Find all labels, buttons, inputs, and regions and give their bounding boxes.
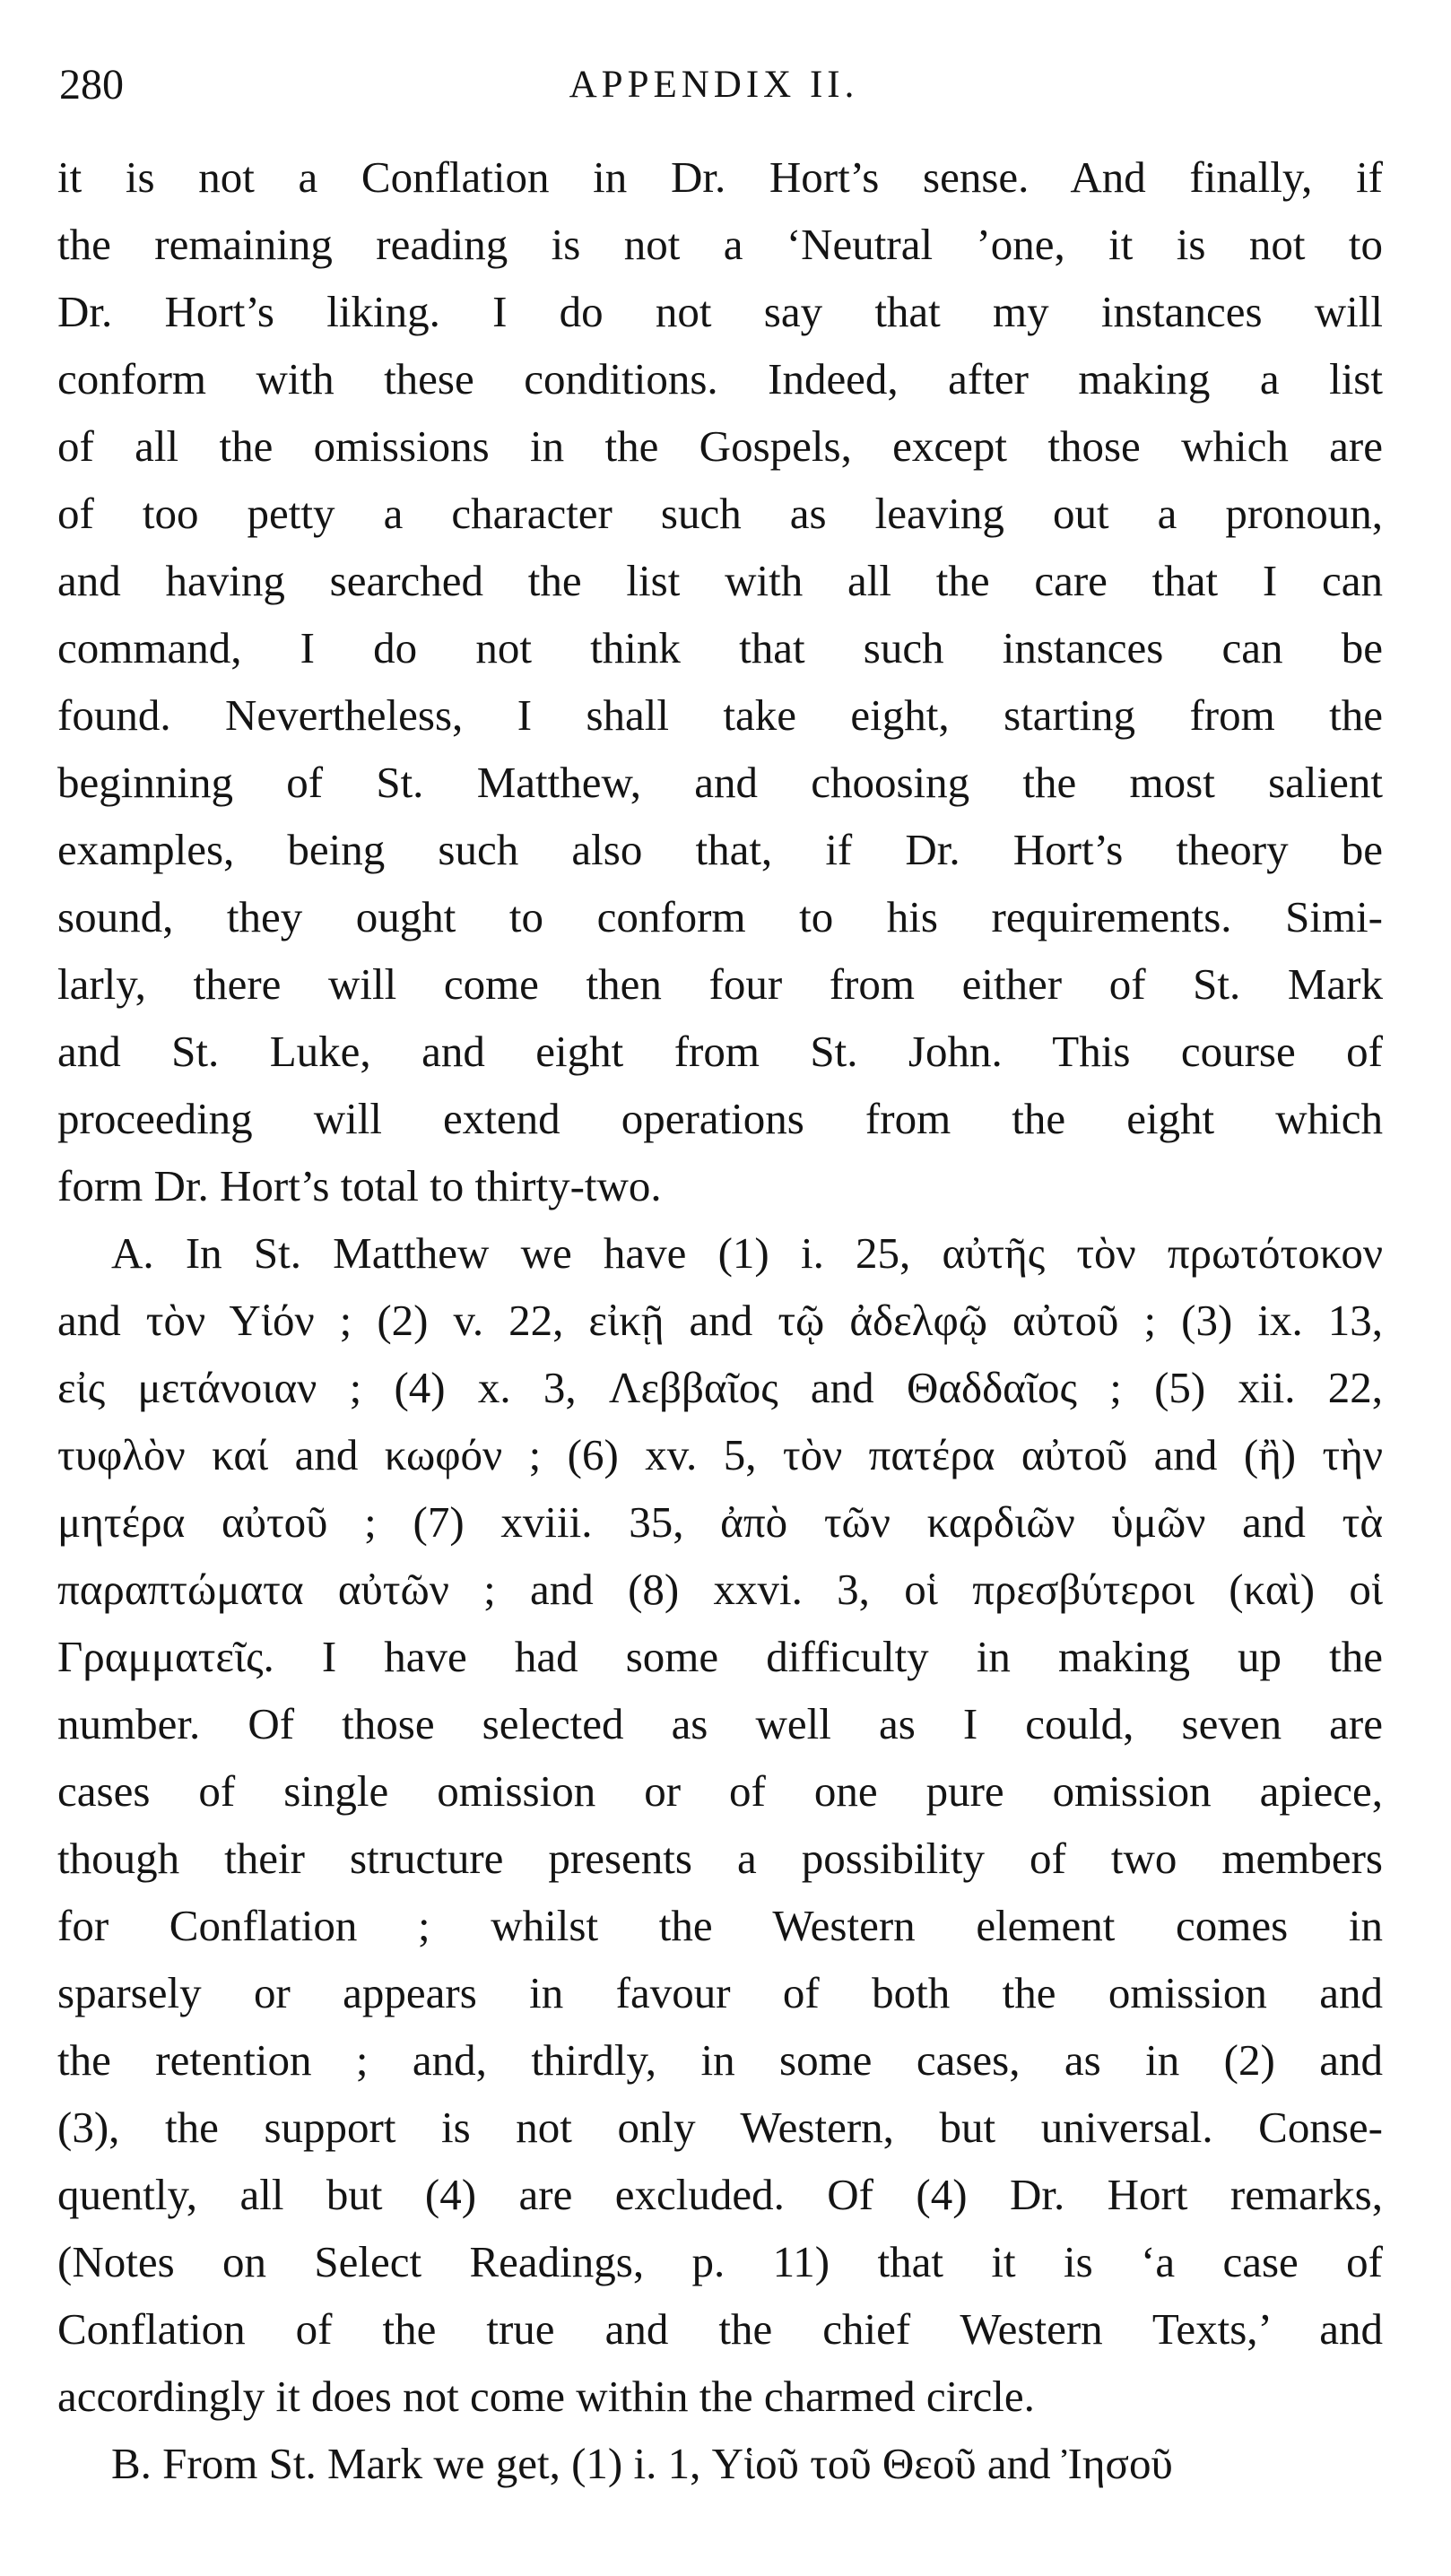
text-line: τυφλὸν καί and κωφόν ; (6) xv. 5, τὸν πατέρα αὐτοῦ and (ἢ) τὴν bbox=[57, 1430, 1383, 1479]
text-line: and having searched the list with all the care that I can bbox=[57, 556, 1383, 605]
text-line: (3), the support is not only Western, but universal. Conse- bbox=[57, 2103, 1383, 2152]
text-line: sparsely or appears in favour of both the omission and bbox=[57, 1968, 1383, 2017]
text-line: Conflation of the true and the chief Western Texts,’ and bbox=[57, 2304, 1383, 2354]
text-line: accordingly it does not come within the charmed circle. bbox=[57, 2372, 1035, 2421]
text-line: conform with these conditions. Indeed, after making a list bbox=[57, 354, 1383, 403]
text-line: for Conflation ; whilst the Western element comes in bbox=[57, 1901, 1383, 1950]
text-line: of too petty a character such as leaving out a pronoun, bbox=[57, 489, 1383, 538]
text-line: the retention ; and, thirdly, in some cases, as in (2) and bbox=[57, 2035, 1383, 2085]
text-line: and τὸν Υἱόν ; (2) v. 22, εἰκῇ and τῷ ἀδελφῷ αὐτοῦ ; (3) ix. 13, bbox=[57, 1296, 1383, 1345]
text-line: Γραμματεῖς. I have had some difficulty in making up the bbox=[57, 1632, 1383, 1681]
text-line: examples, being such also that, if Dr. Hort’s theory be bbox=[57, 825, 1383, 874]
paragraphs bbox=[57, 143, 1383, 2497]
text-line: μητέρα αὐτοῦ ; (7) xviii. 35, ἀπὸ τῶν καρδιῶν ὑμῶν and τὰ bbox=[57, 1497, 1383, 1547]
text-line: command, I do not think that such instances can be bbox=[57, 623, 1383, 672]
text-line: quently, all but (4) are excluded. Of (4) Dr. Hort remarks, bbox=[57, 2170, 1383, 2219]
text-line: the remaining reading is not a ‘Neutral ’one, it is not to bbox=[57, 220, 1383, 269]
text-line: larly, there will come then four from either of St. Mark bbox=[57, 959, 1383, 1009]
page-header bbox=[59, 54, 1368, 117]
text-line: of all the omissions in the Gospels, except those which are bbox=[57, 421, 1383, 471]
text-line: sound, they ought to conform to his requirements. Simi- bbox=[57, 892, 1383, 941]
text-line: cases of single omission or of one pure omission apiece, bbox=[57, 1766, 1383, 1816]
body-text bbox=[57, 143, 1383, 2497]
running-head: APPENDIX II. bbox=[569, 64, 859, 106]
page-number: 280 bbox=[59, 61, 124, 108]
text-line: it is not a Conflation in Dr. Hort’s sense. And finally, if bbox=[57, 152, 1383, 202]
text-line: though their structure presents a possibility of two members bbox=[57, 1834, 1383, 1883]
text-line: form Dr. Hort’s total to thirty-two. bbox=[57, 1161, 662, 1210]
text-line: number. Of those selected as well as I could, seven are bbox=[57, 1699, 1383, 1748]
text-line: εἰς μετάνοιαν ; (4) x. 3, Λεββαῖος and Θαδδαῖος ; (5) xii. 22, bbox=[57, 1363, 1383, 1412]
text-line: Dr. Hort’s liking. I do not say that my instances will bbox=[57, 287, 1383, 336]
text-line: and St. Luke, and eight from St. John. This course of bbox=[57, 1027, 1383, 1076]
text-line: παραπτώματα αὐτῶν ; and (8) xxvi. 3, οἱ πρεσβύτεροι (καὶ) οἱ bbox=[57, 1565, 1383, 1614]
text-line: B. From St. Mark we get, (1) i. 1, Υἱοῦ τοῦ Θεοῦ and Ἰησοῦ bbox=[111, 2439, 1173, 2488]
text-line: (Notes on Select Readings, p. 11) that it is ‘a case of bbox=[57, 2237, 1383, 2286]
text-line: beginning of St. Matthew, and choosing the most salient bbox=[57, 758, 1383, 807]
text-line: proceeding will extend operations from the eight which bbox=[57, 1094, 1383, 1143]
text-line: found. Nevertheless, I shall take eight, starting from the bbox=[57, 690, 1383, 740]
text-line: A. In St. Matthew we have (1) i. 25, αὐτῆς τὸν πρωτότοκον bbox=[111, 1228, 1383, 1278]
